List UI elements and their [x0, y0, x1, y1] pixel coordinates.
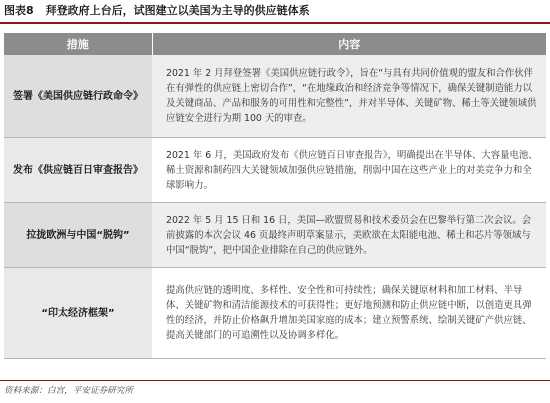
- content-cell: 2022 年 5 月 15 日和 16 日，美国—欧盟贸易和技术委员会在巴黎举行第二次会议。会前披露的本次会议 46 页最终声明草案显示，美欧欲在太阳能电池、稀土和芯片等领域与中国“脱钩”，把中国企业排除在自己的供应链外。: [152, 203, 546, 268]
- measure-cell: 拉拢欧洲与中国“脱钩”: [4, 203, 152, 268]
- measure-cell: 发布《供应链百日审查报告》: [4, 138, 152, 203]
- table-row: [4, 268, 546, 359]
- measure-cell: 签署《美国供应链行政命令》: [4, 55, 152, 138]
- table-header-row: [4, 33, 546, 55]
- content-cell: 提高供应链的透明度、多样性、安全性和可持续性；确保关键原材料和加工材料、半导体、关键矿物和清洁能源技术的可获得性；更好地预测和防止供应链中断，以创造更具弹性的经济，并防止价格飙升增加美国家庭的成本；建立预警系统、绘制关键矿产供应链、提高关键部门的可追溯性以及协调多样化。: [152, 268, 546, 359]
- table-row: [4, 55, 546, 138]
- table-row: [4, 203, 546, 268]
- column-header-measure: 措施: [4, 33, 152, 55]
- figure-title-bar: [0, 2, 550, 20]
- content-cell: 2021 年 2 月拜登签署《美国供应链行政令》，旨在“与具有共同价值观的盟友和合作伙伴在有弹性的供应链上密切合作”，“在地缘政治和经济竞争等情况下，确保关键制造能力以及关键商品、产品和服务的可用性和完整性”，并对半导体、关键矿物、稀土等关键领域供应链安全进行为期 100 天的审查。: [152, 55, 546, 138]
- figure-title: 拜登政府上台后，试图建立以美国为主导的供应链体系: [45, 4, 310, 17]
- source-divider: [0, 380, 550, 381]
- table-row: [4, 138, 546, 203]
- column-header-content: 内容: [152, 33, 546, 55]
- figure-number: 图表8: [4, 4, 34, 17]
- source-note: 资料来源：白宫，平安证券研究所: [4, 386, 133, 396]
- content-cell: 2021 年 6 月，美国政府发布《供应链百日审查报告》，明确提出在半导体、大容量电池、稀土资源和制药四大关键领域加强供应链措施，削弱中国在这些产业上的对美竞争力和全球影响力。: [152, 138, 546, 203]
- measures-table: [4, 33, 546, 359]
- title-divider: [0, 22, 550, 24]
- measure-cell: “印太经济框架”: [4, 268, 152, 359]
